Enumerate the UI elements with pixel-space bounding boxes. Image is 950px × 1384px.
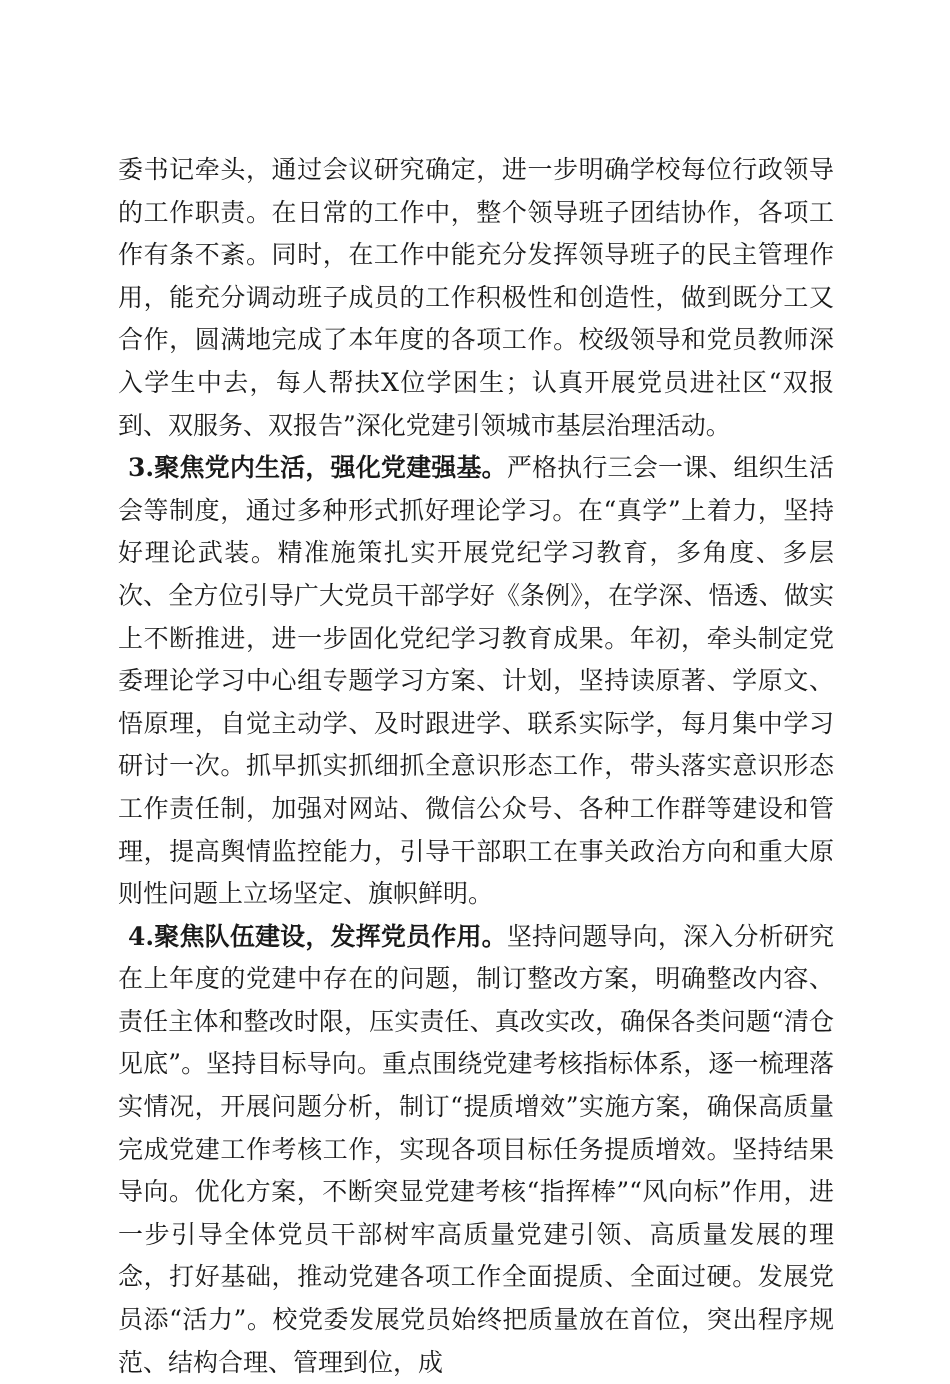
- document-body: [118, 149, 834, 1384]
- paragraph-continuation: [118, 149, 834, 447]
- paragraph-body: 坚持问题导向，深入分析研究在上年度的党建中存在的问题，制订整改方案，明确整改内容、责任主体和整改时限，压实责任、真改实改，确保各类问题“清仓见底”。坚持目标导向。重点围绕党建考核指标体系，逐一梳理落实情况，开展问题分析，制订“提质增效”实施方案，确保高质量完成党建工作考核工作，实现各项目标任务提质增效。坚持结果导向。优化方案，不断突显党建考核“指挥棒”“风向标”作用，进一步引导全体党员干部树牢高质量党建引领、高质量发展的理念，打好基础，推动党建各项工作全面提质、全面过硬。发展党员添“活力”。校党委发展党员始终把质量放在首位，突出程序规范、结构合理、管理到位，成: [118, 921, 834, 1377]
- paragraph-body: 严格执行三会一课、组织生活会等制度，通过多种形式抓好理论学习。在“真学”上着力，坚持好理论武装。精准施策扎实开展党纪学习教育，多角度、多层次、全方位引导广大党员干部学好《条例》，在学深、悟透、做实上不断推进，进一步固化党纪学习教育成果。年初，牵头制定党委理论学习中心组专题学习方案、计划，坚持读原著、学原文、悟原理，自觉主动学、及时跟进学、联系实际学，每月集中学习研讨一次。抓早抓实抓细抓全意识形态工作，带头落实意识形态工作责任制，加强对网站、微信公众号、各种工作群等建设和管理，提高舆情监控能力，引导干部职工在事关政治方向和重大原则性问题上立场坚定、旗帜鲜明。: [118, 453, 834, 909]
- paragraph-body: 委书记牵头，通过会议研究确定，进一步明确学校每位行政领导的工作职责。在日常的工作中，整个领导班子团结协作，各项工作有条不紊。同时，在工作中能充分发挥领导班子的民主管理作用，能充分调动班子成员的工作积极性和创造性，做到既分工又合作，圆满地完成了本年度的各项工作。校级领导和党员教师深入学生中去，每人帮扶X位学困生；认真开展党员进社区“双报到、双服务、双报告”深化党建引领城市基层治理活动。: [118, 155, 834, 440]
- section-heading: 4.聚焦队伍建设，发挥党员作用。: [128, 921, 507, 951]
- paragraph-team-building: [118, 916, 834, 1384]
- section-heading: 3.聚焦党内生活，强化党建强基。: [128, 453, 507, 483]
- paragraph-party-life: [118, 447, 834, 916]
